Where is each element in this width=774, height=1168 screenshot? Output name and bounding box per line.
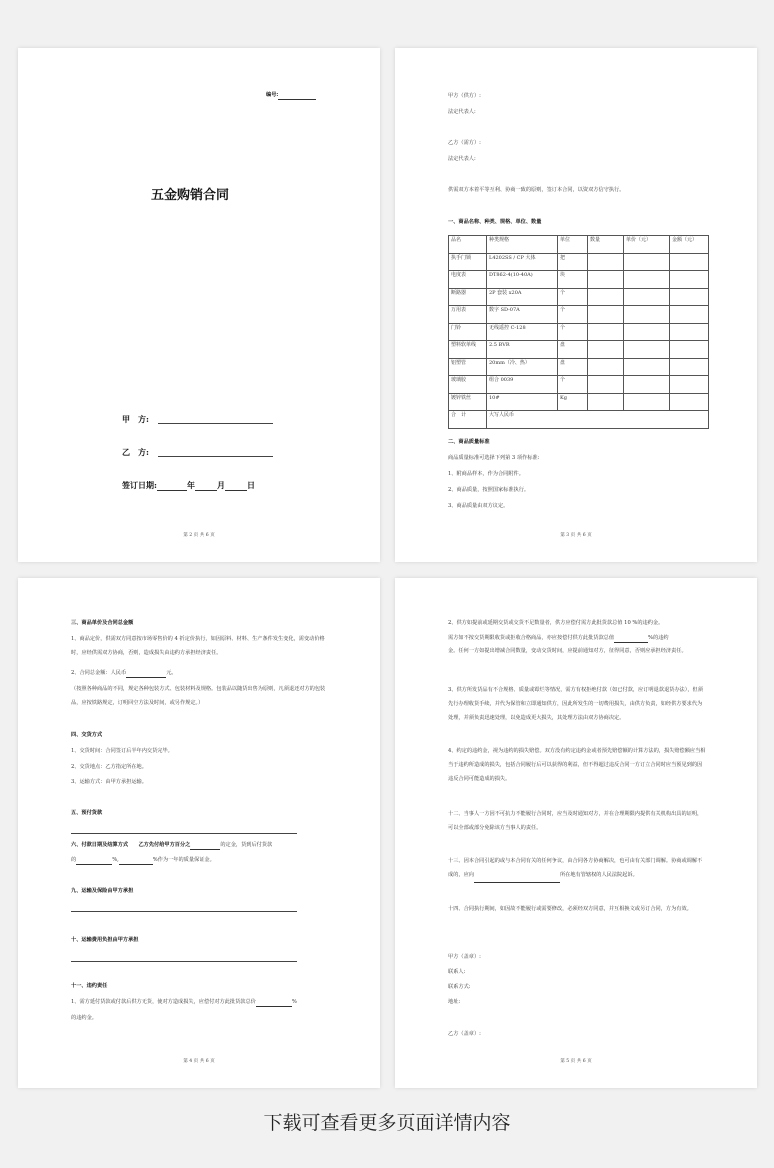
delivery-item: 1、交货时间：合同签订后半年内交货完毕。 — [71, 748, 173, 754]
table-cell: 数字 SD-07A — [487, 306, 558, 324]
section11-para1 — [71, 999, 297, 1007]
section11-title: 十一、违约责任 — [71, 983, 108, 989]
party-a-supplier: 甲方（供方）: — [448, 93, 481, 99]
section12: 十二、当事人一方因不可抗力不能履行合同时，应当及时通知对方，并在合理期限内提供有关机构出具的证明，可以全部或部分免除该方当事人的责任。 — [448, 811, 703, 831]
liability-para2-line2 — [448, 635, 669, 643]
total-amount-label: 2、合同总金额：人民币 — [71, 670, 127, 676]
section9-title: 九、运输及保险由甲方承担 — [71, 888, 134, 894]
cover-page — [18, 48, 380, 562]
table-cell: 2.5 BVR — [487, 341, 558, 359]
table-header-row — [449, 236, 709, 254]
text-fragment: %, — [112, 857, 119, 863]
table-cell: 个 — [558, 376, 588, 394]
page-footer: 第 3 页 共 6 页 — [560, 533, 592, 538]
table-row — [449, 306, 709, 324]
table-cell: 20mm（冷、热） — [487, 358, 558, 376]
table-cell: 万用表 — [449, 306, 487, 324]
section3-para1: 1、商品定价，供需双方同意按市场零售价的 4 折定价执行，如因原料、材料、生产条件发生变化，需变动价格时，应经供需双方协商，否则，造成损失由违约方承担经济责任。 — [71, 636, 325, 656]
text-fragment: %作为一年的质量保证金。 — [152, 857, 215, 863]
table-row — [449, 253, 709, 271]
table-cell: 盘 — [558, 341, 588, 359]
party-b-buyer: 乙方（需方）: — [448, 140, 481, 146]
table-cell: Kg — [558, 393, 588, 411]
section3-title: 三、商品单价及合同总金额 — [71, 620, 134, 626]
payment-terms-deposit: 的定金，货到后付货款 — [220, 842, 273, 848]
table-header: 金额（元） — [670, 236, 709, 254]
table-row — [449, 323, 709, 341]
contract-title: 五金购销合同 — [151, 188, 230, 203]
page-footer: 第 2 页 共 6 页 — [183, 533, 215, 538]
text-fragment: 1、需方延付货款或付款后供方无货，使对方造成损失，应偿付对方此批货款总价 — [71, 999, 256, 1005]
table-cell: 个 — [558, 306, 588, 324]
table-cell: 组合 0039 — [487, 376, 558, 394]
delivery-item: 3、运输方式：由甲方承担运输。 — [71, 779, 147, 785]
table-cell: 块 — [558, 271, 588, 289]
section5-title: 五、预付货款 — [71, 810, 103, 816]
table-cell: 个 — [558, 288, 588, 306]
section5-blank — [71, 833, 297, 834]
table-header: 种类规格 — [487, 236, 558, 254]
download-caption: 下载可查看更多页面详情内容 — [263, 1112, 511, 1134]
text-fragment: %的违约 — [648, 635, 669, 641]
section4-title: 四、交货方式 — [71, 732, 103, 738]
table-cell: 执手门锁 — [449, 253, 487, 271]
contact-method: 联系方式: — [448, 984, 471, 990]
party-a-blank — [158, 423, 273, 424]
quality-item: 3、商品质量由双方议定。 — [448, 503, 509, 509]
quality-intro: 商品质量标准可选择下列第 3 项作标准: — [448, 455, 540, 461]
contract-page-5 — [395, 578, 757, 1088]
section9-blank — [71, 911, 297, 912]
text-fragment: 所在地有管辖权的人民法院起诉。 — [559, 872, 638, 878]
table-cell: 铝塑管 — [449, 358, 487, 376]
table-header: 单位 — [558, 236, 588, 254]
table-header: 单价（元） — [624, 236, 670, 254]
quality-item: 2、商品质量，按照国家标准执行。 — [448, 487, 530, 493]
sign-date — [122, 480, 255, 491]
section10-blank — [71, 961, 297, 962]
page-footer: 第 4 页 共 6 页 — [183, 1059, 215, 1064]
table-row — [449, 358, 709, 376]
section1-title: 一、商品名称、种类、规格、单位、数量 — [448, 219, 542, 225]
table-cell: 把 — [558, 253, 588, 271]
delivery-item: 2、交货地点：乙方指定所在地。 — [71, 764, 147, 770]
table-cell: DT862-4(10-40A) — [487, 271, 558, 289]
day-label: 日 — [246, 480, 255, 490]
section13 — [448, 854, 706, 883]
table-cell: L4202SS / CP 大体 — [487, 253, 558, 271]
table-cell: 10# — [487, 393, 558, 411]
total-amount-unit: 元。 — [166, 670, 177, 676]
table-row — [449, 271, 709, 289]
contract-number-label: 编号: — [266, 92, 279, 98]
text-fragment: 的 — [71, 857, 77, 863]
address: 地址: — [448, 999, 461, 1005]
table-cell: 镀锌铁丝 — [449, 393, 487, 411]
contact-person: 联系人: — [448, 969, 466, 975]
contract-page-4 — [18, 578, 380, 1088]
text-fragment: 十三、因本合同引起的或与本合同有关的任何争议，由合同各方协商解决，也可由有关部门调解。协商或调解不成的，应向 — [448, 858, 703, 878]
liability-para2-rest: 金。任何一方如提出增减合同数量，变动交货时间，应提前通知对方，征得同意，否则应承担经济责任。 — [448, 648, 687, 654]
table-header: 数量 — [588, 236, 624, 254]
liability-para3: 3、供方所发货品有不合规格、质量或霉烂等情况，需方有权拒绝付款（如已付款，应订明退款退货办法），但须先行办理收货手续，并代为保管和立即通知供方，因此所发生的一切费用损失，由供方负责，如经供方要求代为处理，并须负责迅速处理，以免造成更大损失，其处理方法由双方协商决定。 — [448, 687, 703, 721]
total-value: 大写人民币 — [487, 411, 709, 429]
section10-title: 十、运输费用负担由甲方承担 — [71, 937, 139, 943]
text-fragment: 需方如不按交货期限收货或拒收合格商品，亦应按偿付供方此批货款总值 — [448, 635, 615, 641]
table-cell: 塑料软单线 — [449, 341, 487, 359]
party-b-label: 乙 方: — [122, 447, 149, 457]
quality-item: 1、附商品样本，作为合同附件。 — [448, 471, 524, 477]
contract-number-blank — [278, 92, 316, 100]
table-cell: 断路器 — [449, 288, 487, 306]
sign-date-label: 签订日期: — [122, 480, 157, 490]
goods-table — [448, 235, 709, 429]
party-b-blank — [158, 456, 273, 457]
table-row — [449, 376, 709, 394]
liability-para4: 4、约定的违约金，视为违约的损失赔偿。双方没有约定违约金或者预先赔偿额的计算方法的，损失赔偿额应当相当于违约所造成的损失，包括合同履行后可以获得的利益，但不得超过违反合同一方订立合同时应当预见到的因违反合同可能造成的损失。 — [448, 748, 706, 782]
year-label: 年 — [186, 480, 195, 490]
legal-rep-b: 法定代表人: — [448, 156, 476, 162]
page-footer: 第 5 页 共 6 页 — [560, 1059, 592, 1064]
section6-line2 — [71, 857, 215, 865]
table-row — [449, 393, 709, 411]
table-row — [449, 341, 709, 359]
legal-rep-a: 法定代表人: — [448, 109, 476, 115]
table-cell: 电度表 — [449, 271, 487, 289]
text-fragment: % — [291, 999, 297, 1005]
table-total-row — [449, 411, 709, 429]
table-cell: 2P 套装 x20A — [487, 288, 558, 306]
liability-para2-line1: 2、供方如提前或延期交货或交货不足数量者，供方应偿付需方此批货款总值 10 %的违约金。 — [448, 620, 664, 626]
table-cell: 无线遥控 C-128 — [487, 323, 558, 341]
party-a-label: 甲 方: — [122, 414, 149, 424]
section3-para2 — [71, 670, 177, 678]
section3-para3: （按照各种商品的不同，规定各种包装方式、包装材料及规格。包装品以随货出售为原则，凡须退还对方的包装品，应按铁路规定，订明回空方法及时间，或另作规定。） — [71, 686, 326, 706]
payment-terms-label: 六、付款日期及结算方式 乙方先付给甲方百分之 — [71, 842, 191, 848]
table-cell: 门铃 — [449, 323, 487, 341]
section14: 十四、合同执行期间，如因故不能履行或需要修改，必须经双方同意，并互相换文或另订合同，方为有效。 — [448, 906, 692, 912]
table-cell: 盘 — [558, 358, 588, 376]
table-cell: 个 — [558, 323, 588, 341]
section6-line1 — [71, 842, 272, 850]
table-row — [449, 288, 709, 306]
contract-page-3 — [395, 48, 757, 562]
section2-title: 二、商品质量标准 — [448, 439, 490, 445]
intro-text: 供需双方本着平等互利、协商一致的原则，签订本合同，以资双方信守执行。 — [448, 187, 625, 193]
contract-number — [266, 92, 316, 100]
table-cell: 玻璃胶 — [449, 376, 487, 394]
section11-para1-end: 的违约金。 — [71, 1015, 97, 1021]
table-header: 品名 — [449, 236, 487, 254]
party-a-seal: 甲方（盖章）: — [448, 954, 481, 960]
party-b-seal: 乙方（盖章）: — [448, 1031, 481, 1037]
month-label: 月 — [216, 480, 225, 490]
total-label: 合 计 — [449, 411, 487, 429]
